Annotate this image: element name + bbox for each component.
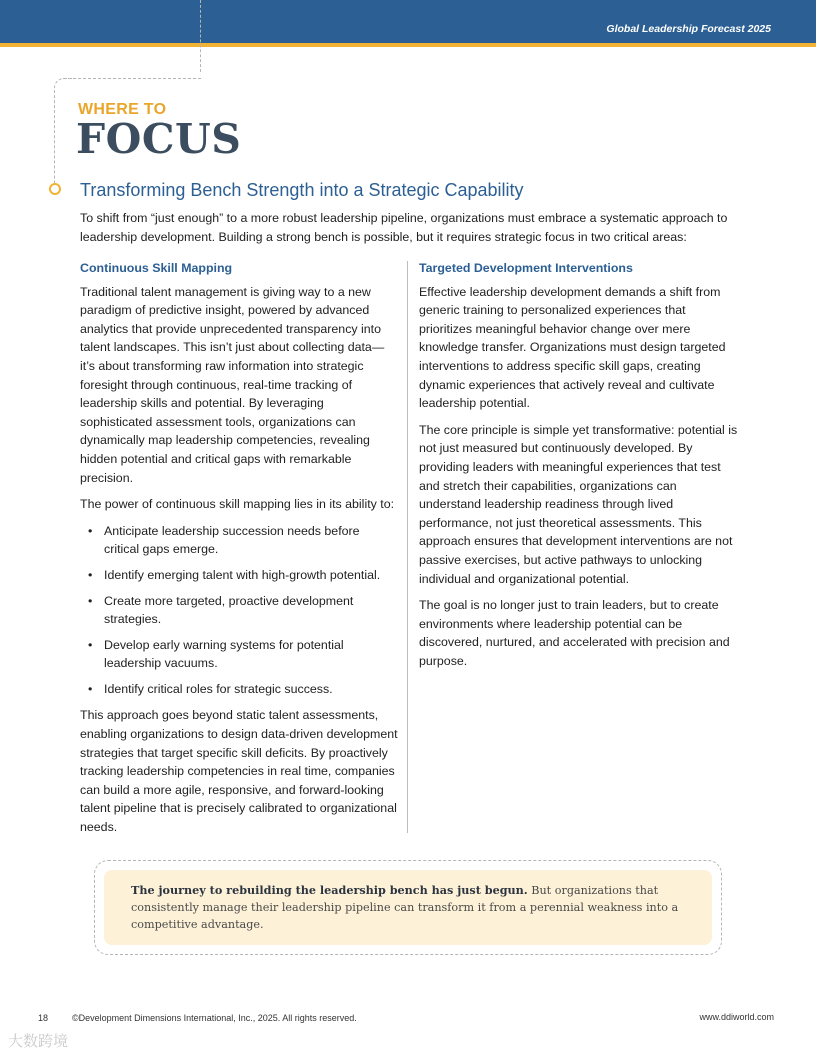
bullet-text: Identify emerging talent with high-growth potential. (104, 567, 381, 582)
list-item (80, 680, 398, 699)
footer-url[interactable]: www.ddiworld.com (699, 1012, 774, 1022)
left-column-heading: Continuous Skill Mapping (80, 261, 233, 275)
left-paragraph-1: Traditional talent management is giving way to a new paradigm of predictive insight, powered by advanced analytics that provide unprecedented transparency into talent landscapes. This isn’t just about collecting data—it’s about transforming raw information into strategic foresight through continuous, real-time tracking of leadership skills and potential. By leveraging sophisticated assessment tools, organizations can dynamically map leadership competencies, revealing hidden potential and critical gaps with remarkable precision. (80, 284, 385, 485)
bullet-icon: • (88, 523, 93, 538)
callout-text: But organizations that consistently manage their leadership pipeline can transform it from a perennial weakness into a competitive advantage. (131, 884, 679, 931)
bullet-text: Anticipate leadership succession needs before critical gaps emerge. (104, 523, 360, 557)
section-intro: To shift from “just enough” to a more robust leadership pipeline, organizations must embrace a systematic approach to leadership development. Building a strong bench is possible, but it requires strategic focus in two critical areas: (80, 211, 728, 244)
page-number: 18 (38, 1013, 49, 1023)
callout-box (104, 870, 712, 945)
report-title: Global Leadership Forecast 2025 (606, 23, 771, 35)
bullet-icon: • (88, 637, 93, 652)
column-divider (407, 261, 408, 833)
list-item (80, 566, 398, 585)
bullet-icon: • (88, 593, 93, 608)
list-item (80, 636, 398, 673)
bullet-list (80, 522, 398, 699)
footer-copyright: ©Development Dimensions International, Inc., 2025. All rights reserved. (72, 1013, 357, 1023)
right-column-heading: Targeted Development Interventions (419, 261, 633, 275)
left-paragraph-2: The power of continuous skill mapping lies in its ability to: (80, 497, 395, 512)
right-paragraph-1: Effective leadership development demands a shift from generic training to personalized experiences that prioritizes meaningful behavior change over mere knowledge transfer. Organizations must design targeted interventions to address specific skill gaps, creating dynamic experiences that actively reveal and cultivate leadership potential. (419, 284, 726, 411)
decorative-dotted-line-corner (54, 78, 72, 183)
bullet-text: Develop early warning systems for potential leadership vacuums. (104, 637, 344, 671)
bullet-icon: • (88, 567, 93, 582)
top-banner (0, 0, 816, 43)
left-column (80, 259, 398, 845)
heading-kicker: WHERE TO (78, 101, 167, 118)
left-paragraph-3: This approach goes beyond static talent assessments, enabling organizations to design data-driven development strategies that target specific skill deficits. By proactively tracking leadership competencies in real time, companies can build a more agile, responsive, and forward-looking talent pipeline that is precisely calibrated to organizational needs. (80, 708, 398, 835)
page-title: FOCUS (76, 115, 242, 163)
right-paragraph-2: The core principle is simple yet transformative: potential is not just measured but continuously developed. By providing leaders with meaningful experiences that test and stretch their capabilities, organizations can understand leadership readiness through lived performance, not just theoretical assessments. This approach ensures that development interventions are not passive exercises, but active pathways to unlocking individual and organizational potential. (419, 422, 738, 586)
decorative-dotted-line-vertical (200, 0, 201, 72)
ring-marker-icon (49, 183, 61, 195)
list-item (80, 522, 398, 559)
top-banner-stripe (0, 43, 816, 47)
right-paragraph-3: The goal is no longer just to train leaders, but to create environments where leadership potential can be discovered, nurtured, and accelerated with precision and purpose. (419, 598, 730, 668)
watermark: 大数跨境 (8, 1033, 69, 1050)
bullet-icon: • (88, 681, 93, 696)
right-column (419, 259, 741, 678)
section-title: Transforming Bench Strength into a Strategic Capability (80, 180, 524, 200)
bullet-text: Identify critical roles for strategic success. (104, 681, 333, 696)
decorative-dotted-line-horizontal (63, 78, 201, 79)
list-item (80, 592, 398, 629)
bullet-text: Create more targeted, proactive development strategies. (104, 593, 354, 627)
callout-bold-text: The journey to rebuilding the leadership bench has just begun. (131, 883, 528, 897)
